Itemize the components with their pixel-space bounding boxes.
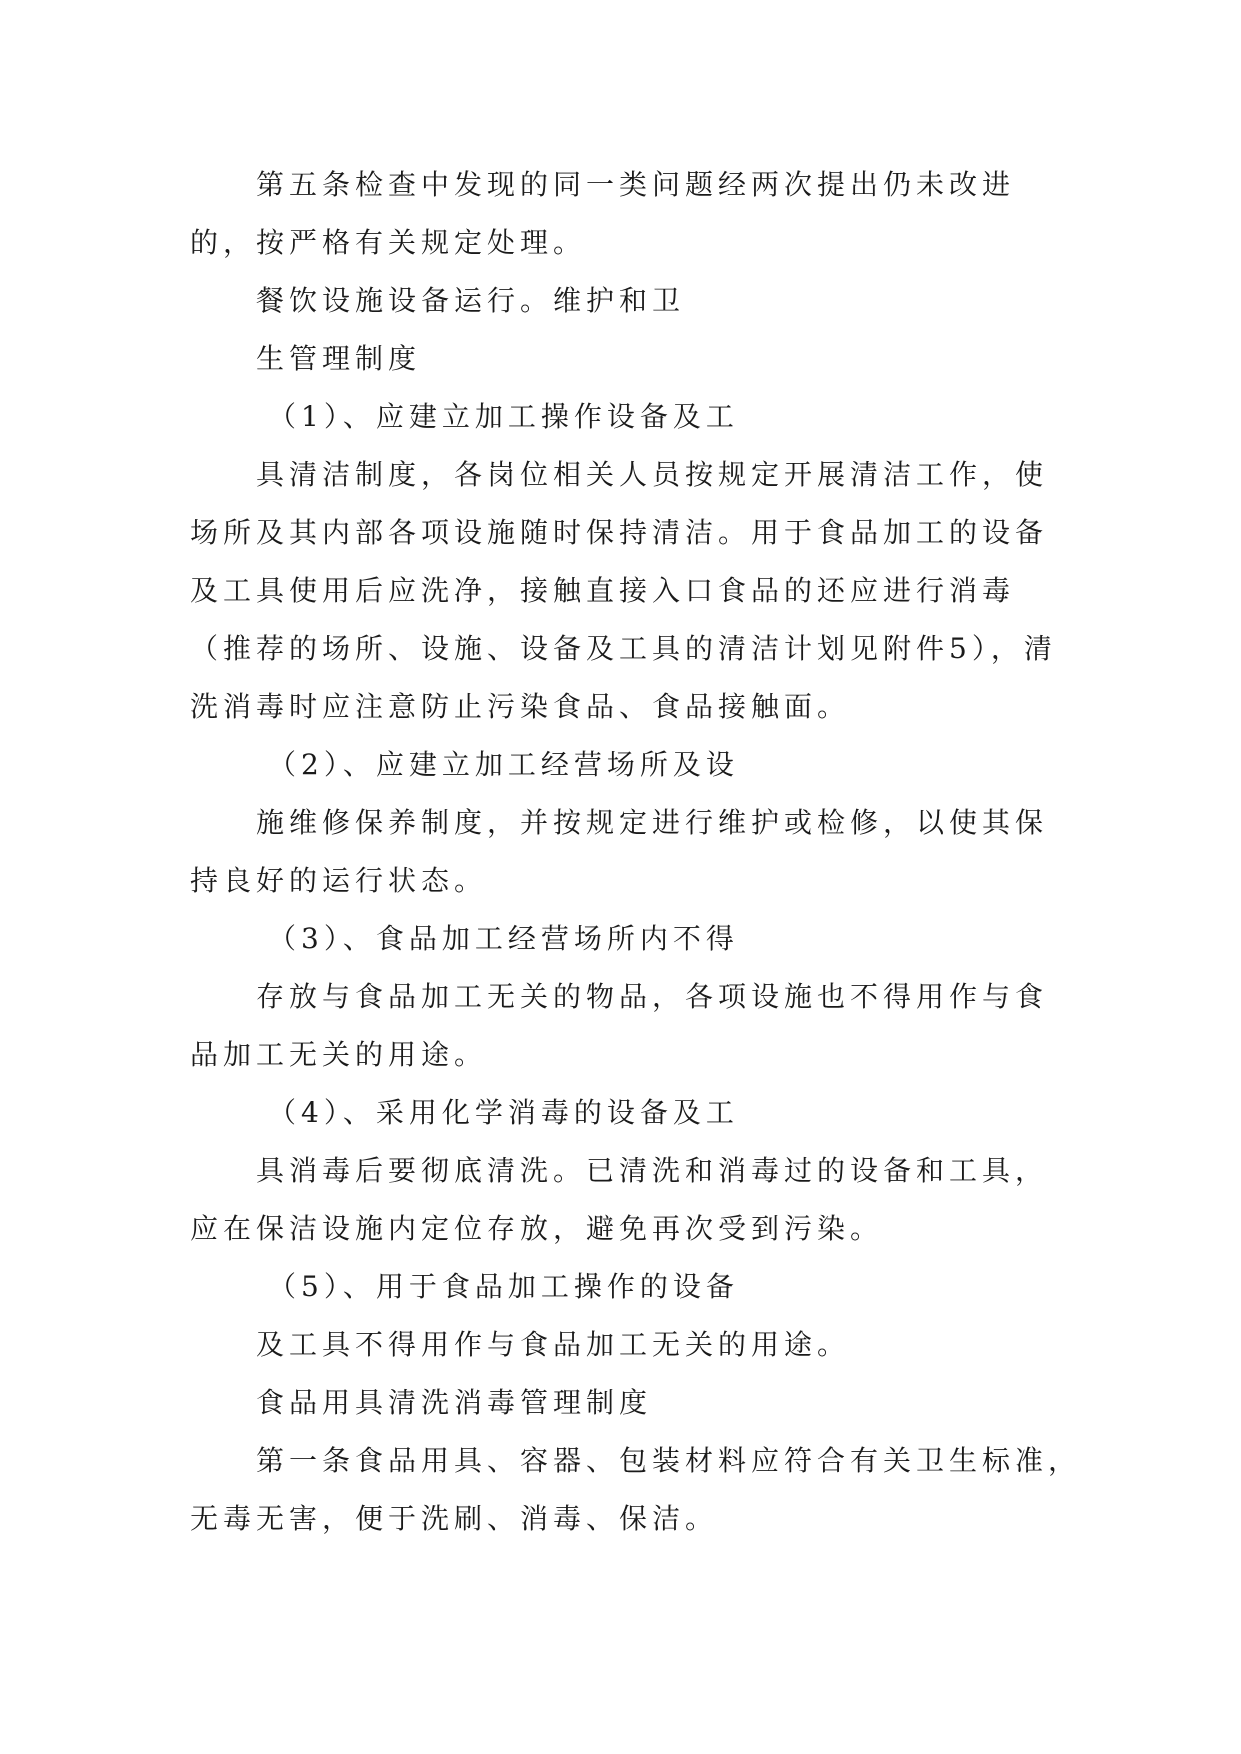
- list-item-line: （1）、应建立加工操作设备及工: [268, 400, 739, 433]
- paragraph-line: 及工具不得用作与食品加工无关的用途。: [256, 1328, 851, 1361]
- paragraph-line: 第一条食品用具、容器、包装材料应符合有关卫生标准，: [256, 1444, 1082, 1477]
- section-heading-line: 食品用具清洗消毒管理制度: [256, 1386, 653, 1419]
- paragraph-line: 及工具使用后应洗净，接触直接入口食品的还应进行消毒: [190, 574, 1016, 607]
- section-heading-line: 生管理制度: [256, 342, 422, 375]
- paragraph-line: （推荐的场所、设施、设备及工具的清洁计划见附件5），清: [190, 632, 1057, 665]
- list-item-line: （3）、食品加工经营场所内不得: [268, 922, 739, 955]
- paragraph-line: 具清洁制度，各岗位相关人员按规定开展清洁工作，使: [256, 458, 1049, 491]
- paragraph-line: 施维修保养制度，并按规定进行维护或检修，以使其保: [256, 806, 1049, 839]
- paragraph-line: 品加工无关的用途。: [190, 1038, 488, 1071]
- paragraph-line: 第五条检查中发现的同一类问题经两次提出仍未改进: [256, 168, 1016, 201]
- section-heading-line: 餐饮设施设备运行。维护和卫: [256, 284, 686, 317]
- paragraph-line: 的，按严格有关规定处理。: [190, 226, 587, 259]
- paragraph-line: 具消毒后要彻底清洗。已清洗和消毒过的设备和工具，: [256, 1154, 1049, 1187]
- list-item-line: （4）、采用化学消毒的设备及工: [268, 1096, 739, 1129]
- list-item-line: （2）、应建立加工经营场所及设: [268, 748, 739, 781]
- paragraph-line: 持良好的运行状态。: [190, 864, 488, 897]
- paragraph-line: 场所及其内部各项设施随时保持清洁。用于食品加工的设备: [190, 516, 1049, 549]
- paragraph-line: 应在保洁设施内定位存放，避免再次受到污染。: [190, 1212, 884, 1245]
- list-item-line: （5）、用于食品加工操作的设备: [268, 1270, 739, 1303]
- paragraph-line: 洗消毒时应注意防止污染食品、食品接触面。: [190, 690, 851, 723]
- paragraph-line: 无毒无害，便于洗刷、消毒、保洁。: [190, 1502, 719, 1535]
- paragraph-line: 存放与食品加工无关的物品，各项设施也不得用作与食: [256, 980, 1049, 1013]
